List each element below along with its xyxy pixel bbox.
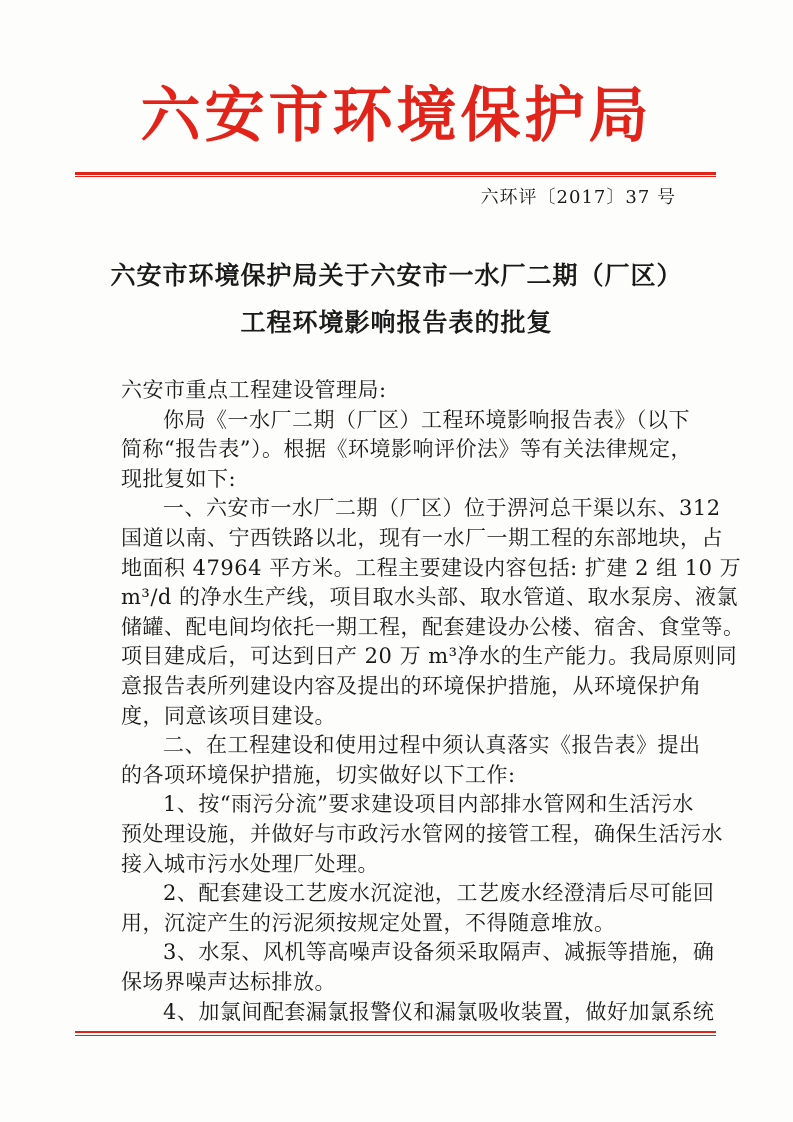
body-line: 储罐、配电间均依托一期工程，配套建设办公楼、宿舍、食堂等。	[121, 614, 745, 639]
addressee: 六安市重点工程建设管理局:	[121, 378, 387, 402]
body-line: 3、水泵、风机等高噪声设备须采取隔声、减振等措施，确	[163, 940, 715, 965]
body-line: 意报告表所列建设内容及提出的环境保护措施，从环境保护角	[121, 674, 702, 698]
body-line: 1、按“雨污分流”要求建设项目内部排水管网和生活污水	[163, 792, 694, 817]
body-line: 简称“报告表”）。根据《环境影响评价法》等有关法律规定，	[121, 437, 692, 462]
document-number: 六环评〔2017〕37 号	[480, 187, 676, 208]
body-line: 接入城市污水处理厂处理。	[121, 851, 379, 876]
body-line: 二、在工程建设和使用过程中须认真落实《报告表》提出	[163, 733, 701, 758]
footer-divider-thick	[75, 1031, 716, 1033]
organization-header: 六安市环境保护局	[140, 81, 653, 151]
body-line: 4、加氯间配套漏氯报警仪和漏氯吸收装置，做好加氯系统	[163, 999, 715, 1024]
body-line: 你局《一水厂二期（厂区）工程环境影响报告表》（以下	[163, 407, 690, 432]
header-divider-thick	[75, 172, 716, 175]
body-line: 一、六安市一水厂二期（厂区）位于淠河总干渠以东、312	[163, 496, 721, 521]
body-line: 2、配套建设工艺废水沉淀池，工艺废水经澄清后尽可能回	[163, 881, 715, 906]
body-line: 国道以南、宁西铁路以北，现有一水厂一期工程的东部地块，占	[121, 526, 723, 550]
footer-divider-thin	[75, 1035, 716, 1036]
header-divider-thin	[75, 176, 716, 177]
body-line: 保场界噪声达标排放。	[121, 970, 336, 994]
body-line: 预处理设施，并做好与市政污水管网的接管工程，确保生活污水	[121, 822, 723, 846]
body-line: 地面积 47964 平方米。工程主要建设内容包括: 扩建 2 组 10 万	[121, 555, 742, 580]
body-line: 用，沉淀产生的污泥须按规定处置，不得随意堆放。	[121, 910, 616, 935]
body-line: 项目建成后，可达到日产 20 万 m³净水的生产能力。我局原则同	[121, 644, 738, 669]
body-line: 现批复如下:	[121, 466, 237, 491]
body-line: m³/d 的净水生产线，项目取水头部、取水管道、取水泵房、液氯	[121, 585, 739, 610]
document-title-line-2: 工程环境影响报告表的批复	[240, 308, 553, 337]
body-line: 度，同意该项目建设。	[121, 703, 336, 728]
body-line: 的各项环境保护措施，切实做好以下工作:	[121, 762, 516, 787]
document-title-line-1: 六安市环境保护局关于六安市一水厂二期（厂区）	[110, 261, 683, 290]
